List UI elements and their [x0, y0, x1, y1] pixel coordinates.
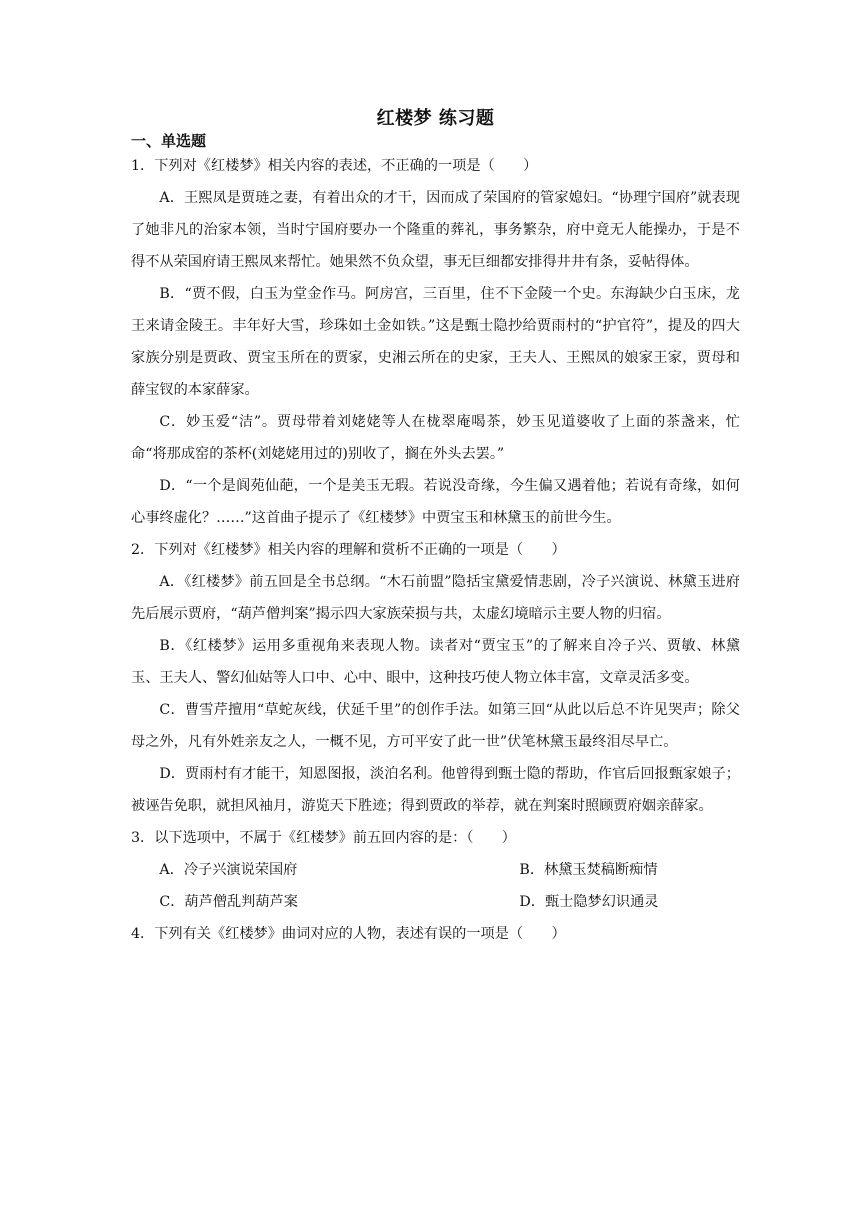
question-2 [131, 534, 740, 822]
option-grid [131, 854, 740, 918]
option-b: B．“贾不假，白玉为堂金作马。阿房宫，三百里，住不下金陵一个史。东海缺少白玉床，龙王来请金陵王。丰年好大雪，珍珠如土金如铁。”这是甄士隐抄给贾雨村的“护官符”，提及的四大家族分别是贾政、贾宝玉所在的贾家，史湘云所在的史家，王夫人、王熙凤的娘家王家，贾母和薛宝钗的本家薛家。 [131, 286, 740, 398]
question-stem: 2．下列对《红楼梦》相关内容的理解和赏析不正确的一项是（ ） [131, 542, 566, 558]
option-c: C．葫芦僧乱判葫芦案 [159, 894, 298, 910]
option-d: D．贾雨村有才能干，知恩图报，淡泊名利。他曾得到甄士隐的帮助，作官后回报甄家娘子；被诬告免职，就担风袖月，游览天下胜迹；得到贾政的举荐，就在判案时照顾贾府姻亲薛家。 [131, 766, 740, 814]
option-c: C．曹雪芹擅用“草蛇灰线，伏延千里”的创作手法。如第三回“从此以后总不许见哭声；除父母之外，凡有外姓亲友之人，一概不见，方可平安了此一世”伏笔林黛玉最终泪尽早亡。 [131, 702, 740, 750]
question-stem: 3．以下选项中，不属于《红楼梦》前五回内容的是：（ ） [131, 830, 516, 846]
section-heading: 一、单选题 [131, 132, 207, 150]
question-stem: 1．下列对《红楼梦》相关内容的表述，不正确的一项是（ ） [131, 158, 538, 174]
question-1 [131, 150, 740, 534]
question-stem: 4．下列有关《红楼梦》曲词对应的人物，表述有误的一项是（ ） [131, 926, 566, 942]
option-d: D．“一个是阆苑仙葩，一个是美玉无瑕。若说没奇缘，今生偏又遇着他；若说有奇缘，如何心事终虚化？……”这首曲子提示了《红楼梦》中贾宝玉和林黛玉的前世今生。 [131, 478, 740, 526]
option-a: A．王熙凤是贾琏之妻，有着出众的才干，因而成了荣国府的管家媳妇。“协理宁国府”就表现了她非凡的治家本领，当时宁国府要办一个隆重的葬礼，事务繁杂，府中竟无人能操办，于是不得不从荣国府请王熙凤来帮忙。她果然不负众望，事无巨细都安排得井井有条，妥帖得体。 [131, 190, 740, 270]
question-4 [131, 918, 740, 950]
option-a: A．冷子兴演说荣国府 [159, 862, 298, 878]
option-a: A．《红楼梦》前五回是全书总纲。“木石前盟”隐括宝黛爱情悲剧，冷子兴演说、林黛玉进府先后展示贾府，“葫芦僧判案”揭示四大家族荣损与共，太虚幻境暗示主要人物的归宿。 [131, 574, 740, 622]
question-3 [131, 822, 740, 918]
page-title: 红楼梦 练习题 [376, 108, 495, 129]
option-b: B．林黛玉焚稿断痴情 [519, 862, 658, 878]
option-c: C．妙玉爱“洁”。贾母带着刘姥姥等人在栊翠庵喝茶，妙玉见道婆收了上面的茶盏来，忙命“将那成窑的茶杯(刘姥姥用过的)别收了，搁在外头去罢。” [131, 414, 740, 462]
option-d: D．甄士隐梦幻识通灵 [519, 894, 659, 910]
option-b: B．《红楼梦》运用多重视角来表现人物。读者对“贾宝玉”的了解来自冷子兴、贾敏、林黛玉、王夫人、警幻仙姑等人口中、心中、眼中，这种技巧使人物立体丰富，文章灵活多变。 [131, 638, 740, 686]
